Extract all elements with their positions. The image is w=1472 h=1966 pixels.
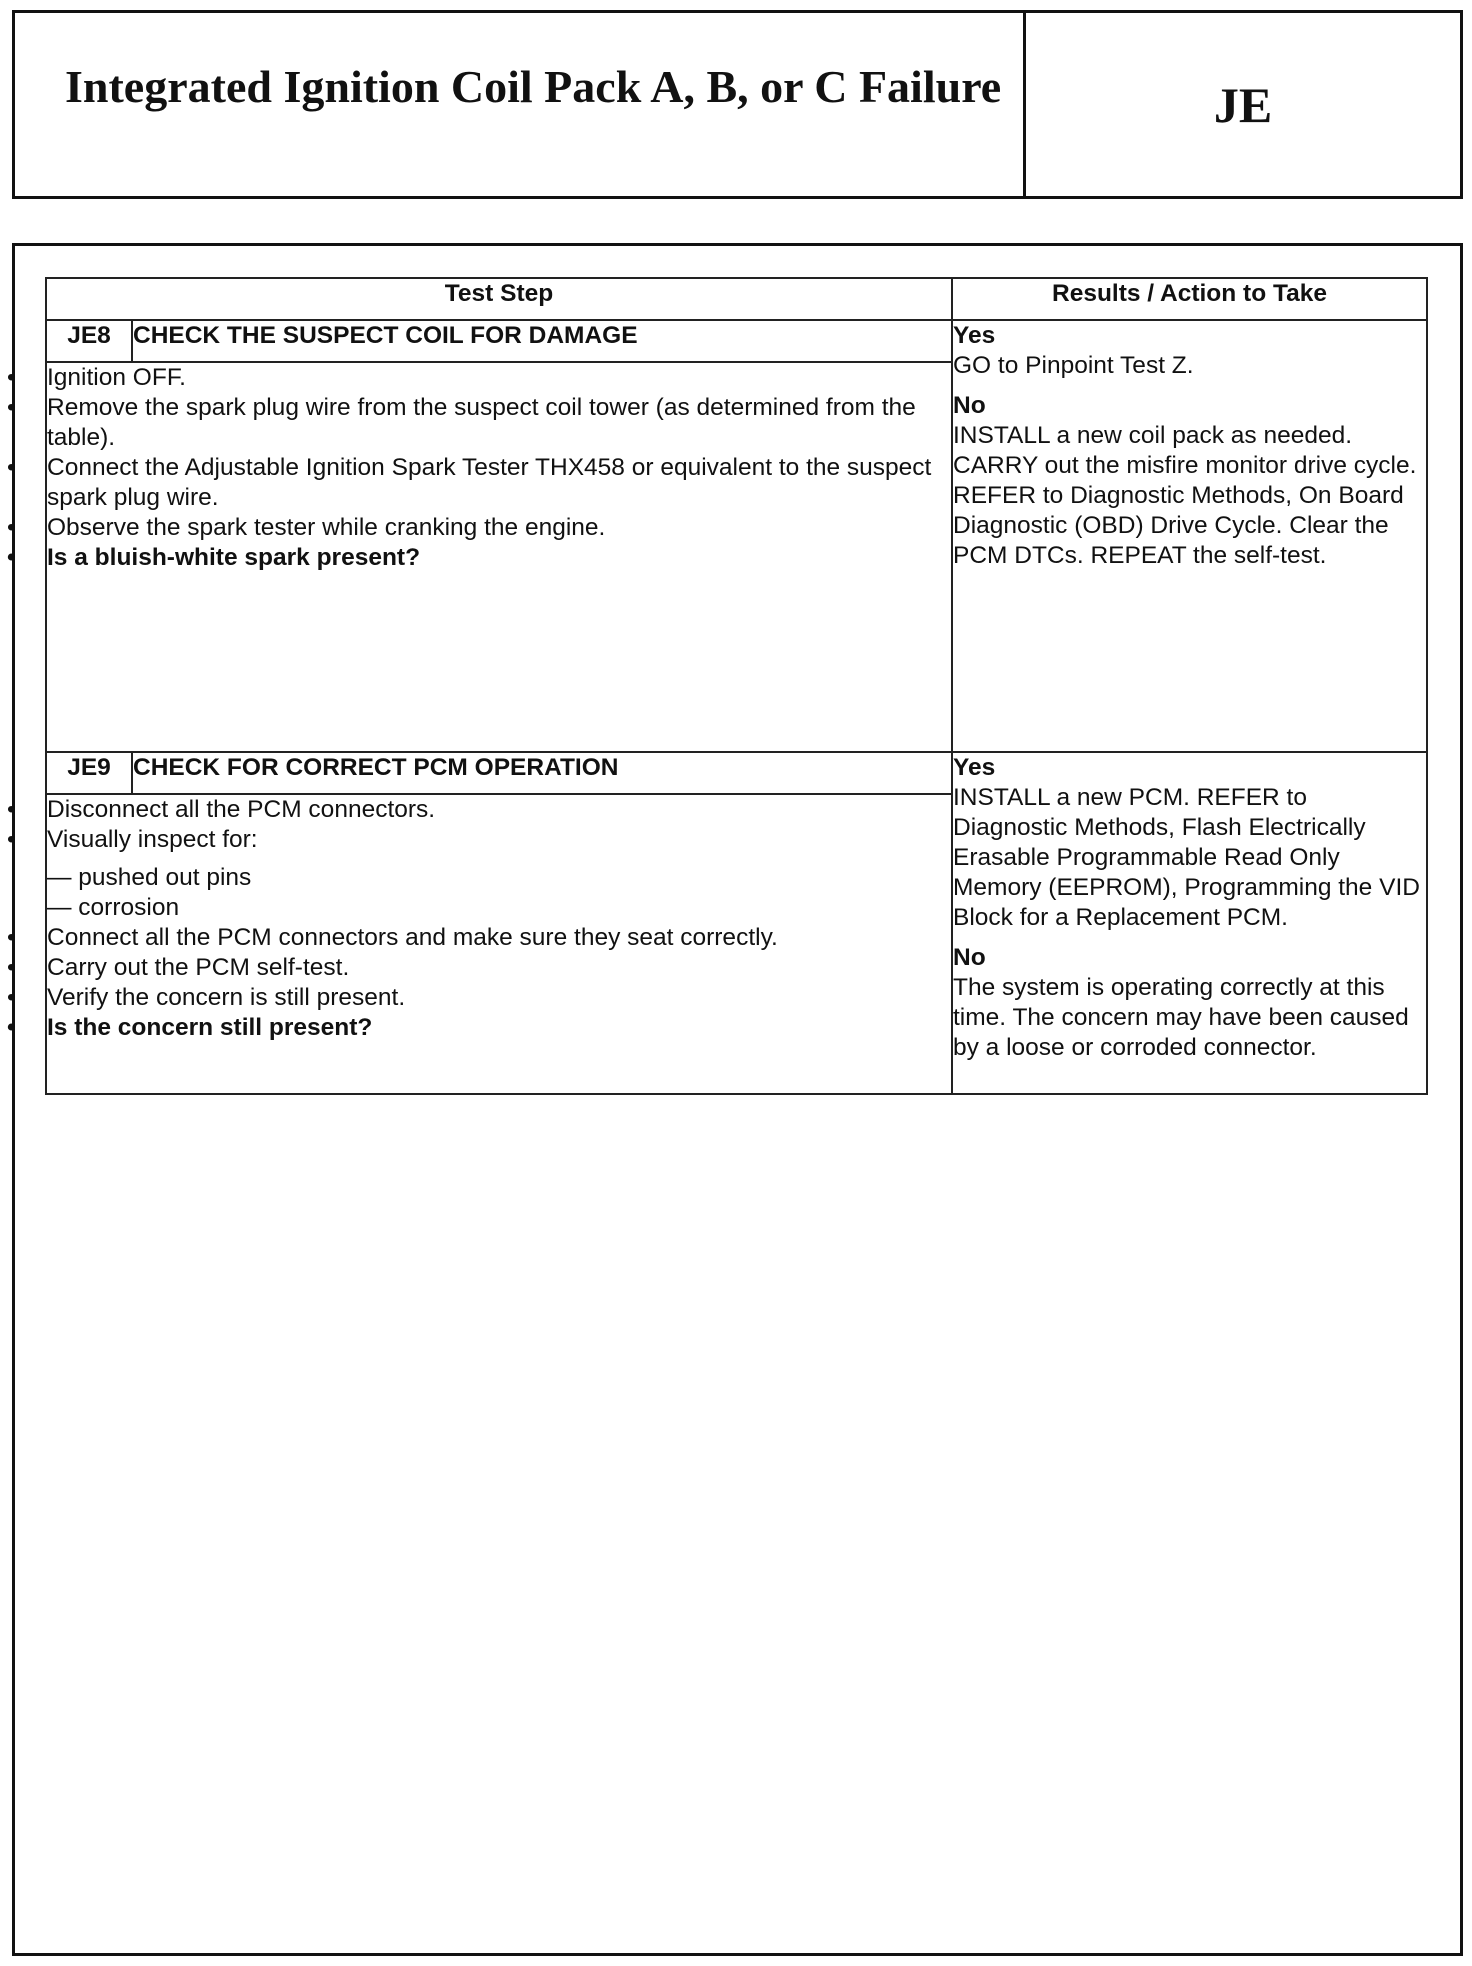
yes-action: GO to Pinpoint Test Z. (953, 352, 1194, 379)
instruction-item: • Carry out the PCM self-test. (47, 953, 951, 983)
step-title-row (46, 320, 1427, 362)
step-results (952, 320, 1427, 752)
page-header (12, 10, 1463, 199)
instruction-item: • Disconnect all the PCM connectors. (47, 795, 951, 825)
instruction-list (47, 795, 951, 1043)
sub-item: — corrosion (47, 894, 180, 921)
no-action: INSTALL a new coil pack as needed. CARRY out the misfire monitor drive cycle. REFER to Diagnostic Methods, On Board Diagnostic (OBD) Drive Cycle. Clear the PCM DTCs. REPEAT the self-test. (953, 422, 1417, 569)
col-header-results: Results / Action to Take (952, 278, 1427, 320)
instruction-text: Visually inspect for: (47, 826, 258, 853)
table-header-row (46, 278, 1427, 320)
instruction-item (47, 825, 951, 923)
instruction-item: • Verify the concern is still present. (47, 983, 951, 1013)
instruction-item: • Ignition OFF. (47, 363, 951, 393)
step-title-row (46, 752, 1427, 794)
col-header-test-step: Test Step (46, 278, 952, 320)
yes-action: INSTALL a new PCM. REFER to Diagnostic Methods, Flash Electrically Erasable Programmable Read Only Memory (EEPROM), Programming the VID Block for a Replacement PCM. (953, 784, 1420, 931)
section-code: JE (1213, 76, 1273, 133)
no-action: The system is operating correctly at this time. The concern may have been caused by a loose or corroded connector. (953, 974, 1409, 1061)
sub-item: — pushed out pins (47, 864, 252, 891)
step-title: CHECK FOR CORRECT PCM OPERATION (132, 752, 952, 794)
instruction-list (47, 363, 951, 573)
step-question: • Is the concern still present? (47, 1013, 951, 1043)
instruction-item: • Remove the spark plug wire from the suspect coil tower (as determined from the table). (47, 393, 951, 453)
step-title: CHECK THE SUSPECT COIL FOR DAMAGE (132, 320, 952, 362)
inspection-sublist (47, 863, 951, 923)
yes-label: Yes (953, 322, 996, 349)
page-title: Integrated Ignition Coil Pack A, B, or C Failure (65, 61, 1002, 112)
step-instructions (46, 362, 952, 752)
instruction-item: • Observe the spark tester while cranking the engine. (47, 513, 951, 543)
instruction-item: • Connect all the PCM connectors and make sure they seat correctly. (47, 923, 951, 953)
no-label: No (953, 392, 986, 419)
step-instructions (46, 794, 952, 1094)
yes-label: Yes (953, 754, 996, 781)
step-id: JE9 (46, 752, 132, 794)
no-label: No (953, 944, 986, 971)
step-results (952, 752, 1427, 1094)
step-question: • Is a bluish-white spark present? (47, 543, 951, 573)
test-step-table (45, 277, 1428, 1095)
step-id: JE8 (46, 320, 132, 362)
instruction-item: • Connect the Adjustable Ignition Spark Tester THX458 or equivalent to the suspect spark plug wire. (47, 453, 951, 513)
